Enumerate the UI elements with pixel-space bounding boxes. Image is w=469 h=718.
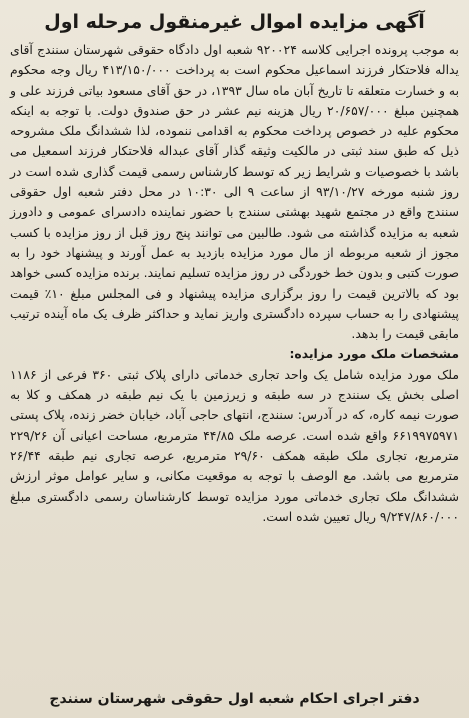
property-specs-heading: مشخصات ملک مورد مزایده:	[289, 346, 459, 362]
issuer-signature: دفتر اجرای احکام شعبه اول حقوقی شهرستان سنندج	[49, 691, 420, 707]
property-specs: ملک مورد مزایده شامل یک واحد تجاری خدماتی دارای پلاک ثبتی ۳۶۰ فرعی از ۱۱۸۶ اصلی بخش یک سنندج در سه طبقه و زیرزمین با یک نیم طبقه در همکف و کلا به صورت نیمه کاره، که در آدرس: سنندج، انتهای حاجی آباد، خیابان خضر زنده، پلاک پستی ۶۶۱۹۹۷۵۹۷۱ واقع شده است. عرصه ملک ۴۴/۸۵ مترمربع، مساحت اعیانی آن ۲۲۹/۲۶ مترمربع، تجاری ملک طبقه همکف ۲۹/۶۰ مترمربع، عرصه تجاری نیم طبقه ۲۶/۴۴ مترمربع می باشد. مع الوصف با توجه به موقعیت مکانی، و سایر عوامل موثر ارزش ششدانگ ملک تجاری خدماتی مورد مزایده توسط کارشناسان رسمی دادگستری مبلغ ۹/۲۴۷/۸۶۰/۰۰۰ ریال تعیین شده است.	[10, 366, 459, 524]
notice-body: به موجب پرونده اجرایی کلاسه ۹۲۰۰۲۴ شعبه اول دادگاه حقوقی شهرستان سنندج آقای یداله فلاحتکار فرزند اسماعیل محکوم است به پرداخت ۴۱۳/۱۵۰/۰۰۰ ریال وجه محکوم به و خسارت متعلقه تا تاریخ آبان ماه سال ۱۳۹۳، در حق آقای مسعود بیاتی فرزند علی و همچنین مبلغ ۲۰/۶۵۷/۰۰۰ ریال هزینه نیم عشر در حق صندوق دولت. با توجه به اینکه محکوم علیه در خصوص پرداخت محکوم به اقدامی ننموده، لذا ششدانگ ملک مشروحه ذیل که طبق سند ثبتی در مالکیت وثیقه گذار آقای عبداله فلاحتکار فرزند اسمعیل می باشد با خصوصیات و شرایط زیر که توسط کارشناس رسمی قیمت گذاری شده است در روز شنبه مورخه ۹۳/۱۰/۲۷ از ساعت ۹ الی ۱۰:۳۰ در محل دفتر شعبه اول حقوقی سنندج واقع در مجتمع شهید بهشتی سنندج با حضور نماینده دادسرای عمومی و دادورز شعبه به مزایده گذاشته می شود. طالبین می توانند پنج روز قبل از روز مزایده با کسب مجوز از شعبه مربوطه از مال مورد مزایده بازدید به عمل آورند و پیشنهاد خود را به صورت کتبی و بدون خط خوردگی در روز مزایده تسلیم نمایند. برنده مزایده کسی خواهد بود که بالاترین قیمت را روز برگزاری مزایده پیشنهاد و فی المجلس مبلغ ۱۰٪ قیمت پیشنهادی را به حساب سپرده دادگستری واریز نماید و حداکثر ظرف یک ماه آینده ترتیب مابقی قیمت را بدهد.	[10, 42, 460, 342]
notice-title: آگهی مزایده اموال غیرمنقول مرحله اول	[44, 11, 425, 33]
